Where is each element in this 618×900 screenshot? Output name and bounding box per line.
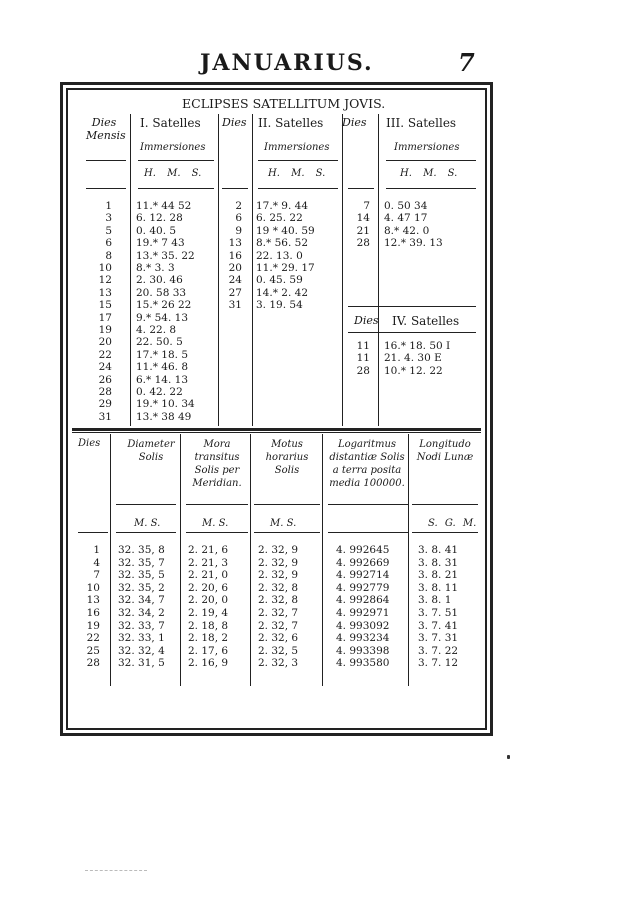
sat1-time: 13.* 38 49 — [136, 410, 192, 423]
solar-mora: 2. 17, 6 — [188, 644, 229, 657]
sat3-time: 4. 47 17 — [384, 212, 428, 225]
sat1-day: 28 — [98, 386, 112, 398]
sat1-day: 10 — [98, 262, 112, 274]
solar-diameter: 32. 33, 7 — [118, 619, 165, 632]
motus-units: M. S. — [270, 518, 297, 529]
sat1-day: 6 — [105, 237, 112, 250]
solar-day: 16 — [86, 607, 100, 619]
sat2-time: 14.* 2. 42 — [256, 286, 309, 299]
sat4-day: 11 — [356, 352, 370, 365]
solar-diameter: 32. 33, 1 — [118, 632, 165, 645]
sat1-day: 1 — [105, 200, 112, 212]
solar-day: 1 — [93, 544, 100, 556]
solar-diameter: 32. 35, 7 — [118, 556, 165, 569]
sat1-day: 29 — [98, 398, 112, 411]
solar-log: 4. 992714 — [336, 569, 390, 582]
solar-motus-header: Motus horarius Solis — [265, 439, 309, 476]
mora-units: M. S. — [202, 518, 229, 529]
sat2-time: 17.* 9. 44 — [256, 200, 309, 212]
sat1-time: 19.* 7 43 — [136, 237, 185, 250]
sat1-day: 3 — [105, 212, 112, 225]
solar-diameter: 32. 34, 2 — [118, 607, 165, 619]
solar-long: 3. 8. 1 — [418, 594, 452, 607]
sat1-time: 17.* 18. 5 — [136, 348, 189, 361]
sat4-day: 28 — [356, 364, 370, 377]
sat4-header: IV. Satelles — [392, 314, 460, 328]
solar-diameter: 32. 35, 8 — [118, 544, 165, 556]
solar-motus: 2. 32, 9 — [258, 544, 299, 556]
solar-motus: 2. 32, 5 — [258, 644, 299, 657]
solar-day: 22 — [86, 632, 100, 645]
sat1-time: 4. 22. 8 — [136, 324, 177, 336]
sat3-day: 7 — [363, 200, 370, 212]
solar-day: 10 — [86, 581, 100, 594]
sat2-day: 2 — [235, 200, 242, 212]
long-units: S. G. M. — [428, 518, 477, 529]
solar-log: 4. 992779 — [336, 581, 390, 594]
solar-log: 4. 993398 — [336, 644, 390, 657]
solar-mora-header: Mora transitus Solis per Meridian. — [192, 439, 242, 489]
solar-motus: 2. 32, 9 — [258, 569, 299, 582]
sat2-immersiones: Immersiones — [264, 142, 330, 153]
eclipses-title: ECLIPSES SATELLITUM JOVIS. — [182, 96, 386, 111]
sat1-day: 26 — [98, 373, 112, 386]
solar-motus: 2. 32, 7 — [258, 607, 299, 619]
page-number: 7 — [458, 48, 475, 77]
solar-long: 3. 7. 31 — [418, 632, 459, 645]
sat2-day: 31 — [228, 299, 242, 312]
sat2-dies-header: Dies — [222, 116, 247, 129]
sat1-time: 6.* 14. 13 — [136, 373, 189, 386]
solar-log: 4. 992864 — [336, 594, 390, 607]
sat3-time: 8.* 42. 0 — [384, 224, 430, 237]
sat1-day: 31 — [98, 410, 112, 423]
solar-motus: 2. 32, 7 — [258, 619, 299, 632]
solar-diameter: 32. 32, 4 — [118, 644, 165, 657]
sat1-day: 13 — [98, 286, 112, 299]
sat2-day: 27 — [228, 286, 242, 299]
solar-diameter: 32. 35, 5 — [118, 569, 165, 582]
solar-mora: 2. 16, 9 — [188, 657, 229, 670]
sat1-day: 8 — [105, 249, 112, 262]
solar-log: 4. 993234 — [336, 632, 390, 645]
page-header-title: JANUARIUS. — [200, 50, 374, 76]
sat1-time: 11.* 46. 8 — [136, 361, 189, 374]
solar-log-header: Logaritmus distantiæ Solis a terra posita media 100000. — [329, 439, 405, 489]
sat2-time: 3. 19. 54 — [256, 299, 303, 312]
sat1-time: 9.* 54. 13 — [136, 311, 189, 324]
solar-day: 28 — [86, 657, 100, 670]
solar-long: 3. 8. 11 — [418, 581, 459, 594]
solar-mora: 2. 20, 0 — [188, 594, 229, 607]
sat2-day: 24 — [228, 274, 242, 287]
sat2-time: 11.* 29. 17 — [256, 262, 315, 274]
sat4-day: 11 — [356, 340, 370, 352]
sat2-day: 16 — [228, 249, 242, 262]
solar-mora: 2. 18, 2 — [188, 632, 229, 645]
sat1-day: 20 — [98, 336, 112, 349]
solar-day: 25 — [86, 644, 100, 657]
diameter-units: M. S. — [134, 518, 161, 529]
solar-motus: 2. 32, 3 — [258, 657, 299, 670]
sat4-time: 10.* 12. 22 — [384, 364, 443, 377]
solar-mora: 2. 19, 4 — [188, 607, 229, 619]
almanac-frame — [60, 82, 493, 736]
solar-log: 4. 992645 — [336, 544, 390, 556]
sat4-dies-header: Dies — [354, 314, 379, 327]
sat1-time: 13.* 35. 22 — [136, 249, 195, 262]
solar-log: 4. 992971 — [336, 607, 390, 619]
sat1-time: 6. 12. 28 — [136, 212, 183, 225]
sat2-time: 6. 25. 22 — [256, 212, 303, 225]
sat3-time: 0. 50 34 — [384, 200, 428, 212]
solar-long: 3. 7. 12 — [418, 657, 459, 670]
sat1-day: 22 — [98, 348, 112, 361]
sat1-time: 2. 30. 46 — [136, 274, 183, 287]
sat1-day: 5 — [105, 224, 112, 237]
solar-diameter: 32. 35, 2 — [118, 581, 165, 594]
solar-day: 19 — [86, 619, 100, 632]
solar-day: 13 — [86, 594, 100, 607]
sat1-time: 15.* 26 22 — [136, 299, 192, 312]
sat2-header: II. Satelles — [258, 116, 324, 130]
solar-log: 4. 992669 — [336, 556, 390, 569]
solar-log: 4. 993580 — [336, 657, 390, 670]
solar-motus: 2. 32, 9 — [258, 556, 299, 569]
solar-long: 3. 8. 21 — [418, 569, 459, 582]
sat1-time: 22. 50. 5 — [136, 336, 183, 349]
sat1-time: 11.* 44 52 — [136, 200, 192, 212]
sat2-day: 20 — [228, 262, 242, 274]
sat2-time: 0. 45. 59 — [256, 274, 303, 287]
solar-mora: 2. 21, 0 — [188, 569, 229, 582]
sat2-time: 22. 13. 0 — [256, 249, 303, 262]
sat2-hms: H. M. S. — [268, 168, 326, 179]
solar-day: 4 — [93, 556, 100, 569]
sat1-day: 19 — [98, 324, 112, 336]
sat1-time: 8.* 3. 3 — [136, 262, 175, 274]
sat1-day: 17 — [98, 311, 112, 324]
dies-mensis-header: Dies Mensis — [86, 116, 126, 142]
sat3-day: 21 — [356, 224, 370, 237]
sat2-day: 9 — [235, 224, 242, 237]
solar-long: 3. 8. 31 — [418, 556, 459, 569]
solar-motus: 2. 32, 8 — [258, 581, 299, 594]
sat3-immersiones: Immersiones — [394, 142, 460, 153]
solar-mora: 2. 21, 3 — [188, 556, 229, 569]
solar-mora: 2. 20, 6 — [188, 581, 229, 594]
sat3-header: III. Satelles — [386, 116, 457, 130]
solar-dies-header: Dies — [78, 438, 101, 449]
sat2-day: 13 — [228, 237, 242, 250]
solar-long: 3. 7. 51 — [418, 607, 459, 619]
sat2-time: 19 * 40. 59 — [256, 224, 315, 237]
almanac-content — [72, 94, 481, 724]
solar-long-header: Longitudo Nodi Lunæ — [416, 439, 474, 463]
solar-diameter: 32. 34, 7 — [118, 594, 165, 607]
sat3-dies-header: Dies — [342, 116, 367, 129]
sat1-day: 24 — [98, 361, 112, 374]
solar-log: 4. 993092 — [336, 619, 390, 632]
sat1-time: 0. 40. 5 — [136, 224, 177, 237]
solar-long: 3. 7. 22 — [418, 644, 459, 657]
sat1-time: 19.* 10. 34 — [136, 398, 195, 411]
scratch-mark — [85, 870, 147, 871]
sat2-day: 6 — [235, 212, 242, 225]
sat3-hms: H. M. S. — [400, 168, 458, 179]
sat1-time: 0. 42. 22 — [136, 386, 183, 398]
sat2-time: 8.* 56. 52 — [256, 237, 309, 250]
sat1-hms: H. M. S. — [144, 168, 202, 179]
solar-motus: 2. 32, 6 — [258, 632, 299, 645]
sat3-day: 14 — [356, 212, 370, 225]
sat1-day: 15 — [98, 299, 112, 312]
sat1-immersiones: Immersiones — [140, 142, 206, 153]
solar-diameter: 32. 31, 5 — [118, 657, 165, 670]
solar-long: 3. 8. 41 — [418, 544, 459, 556]
sat3-day: 28 — [356, 237, 370, 250]
sat3-time: 12.* 39. 13 — [384, 237, 443, 250]
solar-motus: 2. 32, 8 — [258, 594, 299, 607]
sat1-header: I. Satelles — [140, 116, 201, 130]
ink-dot — [507, 755, 510, 759]
solar-mora: 2. 21, 6 — [188, 544, 229, 556]
sat1-time: 20. 58 33 — [136, 286, 187, 299]
sat4-time: 16.* 18. 50 I — [384, 340, 451, 352]
sat4-time: 21. 4. 30 E — [384, 352, 442, 365]
solar-long: 3. 7. 41 — [418, 619, 459, 632]
solar-diameter-header: Diameter Solis — [127, 439, 175, 463]
sat1-day: 12 — [98, 274, 112, 287]
solar-day: 7 — [93, 569, 100, 582]
solar-mora: 2. 18, 8 — [188, 619, 229, 632]
